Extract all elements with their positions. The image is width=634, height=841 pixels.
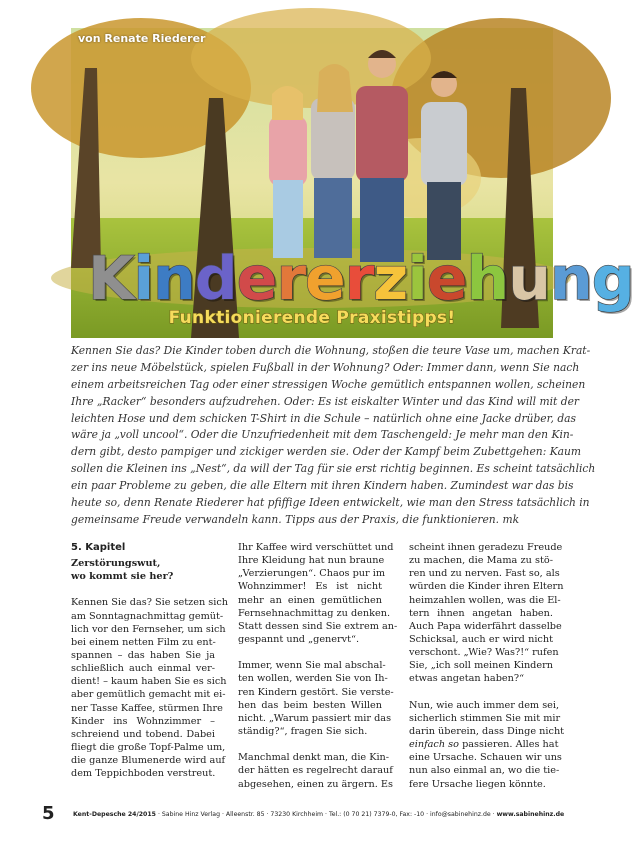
text-line: Kinder ins Wohnzimmer – [71,715,215,727]
text-line: ten wollen, werden Sie von Ih- [238,673,388,685]
text-line: ren Kindern gestört. Sie verste- [238,686,394,698]
column-2-paragraph-1 [238,541,398,646]
text-line: gespannt und „genervt“. [238,633,360,645]
text-line: heute so, denn Renate Riederer hat pfiffige Ideen entwickelt, wie man den Stress tatsächlich in [71,496,590,510]
headline-letter: e [305,244,345,314]
text-line: ner Tasse Kaffee, stürmen Ihre [71,702,223,714]
headline-letter: r [344,244,374,314]
text-line: Schicksal, auch er wird nicht [409,633,553,645]
text-line: einem arbeitsreichen Tag oder einer stressigen Woche gemütlich entspannen wollen, scheinen [71,377,586,391]
headline-letter: n [153,244,195,314]
text-line: wäre ja „voll uncool“. Oder die Unzufriedenheit mit dem Taschengeld: Je mehr man den Kin- [71,428,574,442]
text-line: nun also einmal an, wo die tie- [409,765,560,777]
intro-paragraph [71,343,596,529]
text-line: Kennen Sie das? Sie setzen sich [71,597,229,609]
text-line: schließlich auch einmal ver- [71,663,215,675]
text-line: gemeinsame Freude verwandeln kann. Tipps aus der Praxis, die funktionieren. mk [71,512,520,526]
subheading-line-1: Zerstörungswut, [71,558,161,569]
text-line: dient! – kaum haben Sie es sich [71,676,227,688]
text-line: tern ihnen angetan haben. [409,607,553,619]
text-line: der hätten es regelrecht darauf [238,765,393,777]
headline-letter: u [508,244,550,314]
text-line: Ihre „Racker“ besonders aufzudrehen. Oder: Es ist eiskalter Winter und das Kind will mit der [71,394,580,408]
text-line: dern gibt, desto pampiger und zickiger werden sie. Oder der Kampf beim Zubettgehen: Kaum [71,445,582,459]
text-line: aber gemütlich gemacht mit ei- [71,689,226,701]
headline-letter: r [276,244,306,314]
text-line: leichten Hose und dem schicken T-Shirt in die Schule – natürlich ohne eine Jacke drüber, das [71,411,577,425]
text-line: schreiend und tobend. Dabei [71,728,215,740]
text-line: Sie, „ich soll meinen Kindern [409,660,553,672]
headline-letter: z [373,244,408,314]
text-line: bei einem netten Film zu ent- [71,636,216,648]
headline-letter: d [194,244,237,314]
column-3-paragraph-1 [409,541,564,686]
column-3-italic-line [409,738,559,751]
text-line: dem Teppichboden verstreut. [71,768,216,780]
text-line: Auch Papa widerfährt dasselbe [409,620,562,632]
text-line: Kennen Sie das? Die Kinder toben durch die Wohnung, stoßen die teure Vase um, machen Krat- [71,344,591,357]
text-line: Ihr Kaffee wird verschüttet und [238,542,394,553]
headline-letter: n [549,244,592,314]
text-line: Ihre Kleidung hat nun braune [238,555,385,567]
headline-letter: g [591,244,634,314]
text-line: eine Ursache. Schauen wir uns [409,752,562,764]
author-byline: von Renate Riederer [78,32,206,45]
column-1 [71,541,229,780]
column-1-body [71,596,229,780]
headline-letter: i [407,244,427,314]
text-line: verschont. „Wie? Was?!“ rufen [409,647,559,659]
text-line: ein paar Probleme zu geben, die alle Eltern mit ihren Kindern haben. Zumindest war das bis [71,479,574,493]
text-line: „Verzierungen“. Chaos pur im [238,568,386,580]
emphasis-einfach-so: einfach so [409,739,459,751]
text-line: Fernsehnachmittag zu denken. [238,607,391,619]
column-3-line-after-italic: passieren. Alles hat [458,739,559,751]
subheadline: Funktionierende Praxistipps! [168,308,456,328]
text-line: Statt dessen sind Sie extrem an- [238,620,398,632]
text-line: sollen die Kleinen ins „Nest“, da will der Tag für sie erst richtig beginnen. Es scheint tatsächlich [71,462,596,476]
text-line: spannen – das haben Sie ja [71,649,215,661]
text-line: zu machen, die Mama zu stö- [409,555,553,567]
footer-address: · Sabine Hinz Verlag · Alleenstr. 85 · 73230 Kirchheim · Tel.: (0 70 21) 7379-0, Fax: -10 · info@sabinehinz.de · [155,811,497,818]
subheading-line-2: wo kommt sie her? [71,571,174,583]
text-line: Wohnzimmer! Es ist nicht [238,581,382,593]
text-line: fere Ursache liegen könnte. [409,778,546,790]
column-2-paragraph-3 [238,751,393,790]
text-line: darin überein, dass Dinge nicht [409,725,565,737]
footer-imprint [73,811,564,818]
column-3 [409,541,565,791]
column-2 [238,541,398,791]
text-line: etwas angetan haben?“ [409,673,525,685]
text-line: hen das beim besten Willen [238,699,382,711]
text-line: die ganze Blumenerde wird auf [71,755,226,767]
text-line: Nun, wie auch immer dem sei, [409,699,560,711]
column-3-paragraph-2-end [409,751,562,790]
headline-letter: e [426,244,467,314]
text-line: heimzahlen wollen, was die El- [409,594,561,606]
text-line: ständig?“, fragen Sie sich. [238,725,368,737]
headline-kindererziehung [88,242,634,316]
headline-letter: h [466,244,509,314]
text-line: ren und zu nerven. Fast so, als [409,568,560,580]
text-line: fliegt die große Topf-Palme um, [71,741,226,753]
footer-publication: Kent-Depesche 24/2015 [73,811,156,818]
text-line: am Sonntagnachmittag gemüt- [71,610,224,622]
text-line: scheint ihnen geradezu Freude [409,542,563,553]
headline-letter: i [133,244,154,314]
text-line: zer ins neue Möbelstück, spielen Fußball in der Wohnung? Oder: Immer dann, wenn Sie nach [71,360,580,374]
text-line: nicht. „Warum passiert mir das [238,712,392,724]
column-2-paragraph-2 [238,659,394,738]
text-line: Immer, wenn Sie mal abschal- [238,660,386,672]
text-line: mehr an einen gemütlichen [238,594,382,606]
headline-letter: K [88,244,134,314]
text-line: würden die Kinder ihren Eltern [409,581,564,593]
column-3-paragraph-2 [409,699,565,738]
text-line: Manchmal denkt man, die Kin- [238,752,390,764]
headline-letter: e [236,244,277,314]
page-number: 5 [42,803,55,824]
text-line: sicherlich stimmen Sie mit mir [409,712,561,724]
text-line: abgesehen, einen zu ärgern. Es [238,778,393,790]
text-line: lich vor den Fernseher, um sich [71,623,226,635]
footer-website-link[interactable]: www.sabinehinz.de [496,811,565,818]
chapter-label: 5. Kapitel [71,542,126,553]
